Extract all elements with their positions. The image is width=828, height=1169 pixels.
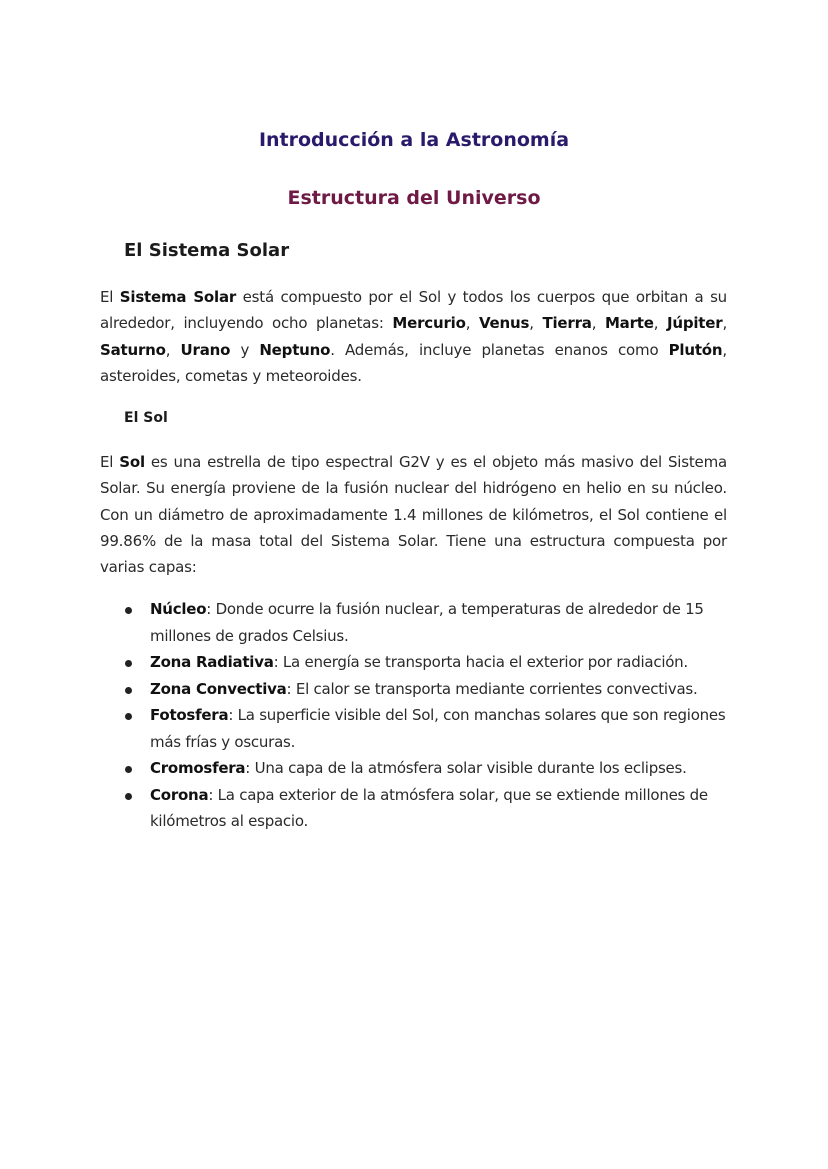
- text-run: ,: [653, 314, 667, 333]
- bullet-icon: [125, 607, 132, 614]
- text-run: El: [100, 453, 120, 471]
- text-run: ,: [165, 340, 181, 359]
- list-item: [120, 755, 730, 782]
- text-run: ,: [465, 314, 479, 333]
- list-item: [120, 649, 730, 676]
- layer-name: Núcleo: [150, 600, 207, 618]
- section-heading: El Sistema Solar: [124, 240, 290, 261]
- layer-description: : Una capa de la atmósfera solar visible durante los eclipses.: [245, 759, 687, 777]
- layer-name: Fotosfera: [150, 706, 229, 724]
- bullet-icon: [125, 793, 132, 800]
- text-run: y: [230, 340, 260, 359]
- text-run: , asteroides, cometas y meteoroides.: [100, 340, 727, 385]
- text-run: ,: [591, 314, 605, 333]
- text-run: ,: [529, 314, 543, 333]
- text-run: está compuesto por el Sol y todos los cuerpos que orbitan a su alrededor, incluyendo ocho planetas:: [100, 288, 727, 333]
- document-subtitle: Estructura del Universo: [287, 187, 541, 209]
- bold-term: Sistema Solar: [119, 288, 237, 306]
- layer-description: : Donde ocurre la fusión nuclear, a temperaturas de alrededor de 15 millones de grados Celsius.: [150, 600, 704, 645]
- sun-layers-list: [120, 596, 730, 835]
- subsection-heading: El Sol: [124, 410, 168, 426]
- section-paragraph: [100, 284, 727, 389]
- bullet-icon: [125, 713, 132, 720]
- text-run: es una estrella de tipo espectral G2V y es el objeto más masivo del Sistema Solar. Su energía proviene de la fusión nuclear del hidrógeno en helio en su núcleo. Con un diámetro de aproximadamente 1.4 millones de kilómetros, el Sol contiene el 99.86% de la masa total del Sistema Solar. Tiene una estructura compuesta por varias capas:: [100, 453, 727, 577]
- text-run: El: [100, 288, 120, 306]
- bold-term: Júpiter: [666, 314, 723, 333]
- layer-name: Corona: [150, 785, 209, 804]
- list-item: [120, 702, 730, 755]
- bullet-icon: [125, 766, 132, 773]
- list-item: [120, 596, 730, 649]
- layer-description: : La energía se transporta hacia el exterior por radiación.: [273, 653, 688, 671]
- layer-name: Zona Convectiva: [150, 679, 287, 698]
- subsection-paragraph: [100, 449, 727, 580]
- layer-description: : El calor se transporta mediante corrientes convectivas.: [286, 679, 698, 698]
- bold-term: Urano: [180, 340, 231, 359]
- bold-term: Sol: [119, 453, 145, 471]
- bold-term: Venus: [478, 314, 530, 333]
- text-run: ,: [722, 314, 728, 333]
- bold-term: Neptuno: [259, 340, 331, 359]
- bullet-icon: [125, 687, 132, 694]
- text-run: . Además, incluye planetas enanos como: [330, 340, 669, 359]
- bold-term: Saturno: [100, 340, 166, 359]
- layer-name: Cromosfera: [150, 759, 246, 777]
- bold-term: Marte: [604, 314, 654, 333]
- bold-term: Tierra: [542, 314, 592, 333]
- bold-term: Mercurio: [392, 314, 466, 333]
- layer-name: Zona Radiativa: [150, 653, 274, 671]
- layer-description: : La capa exterior de la atmósfera solar, que se extiende millones de kilómetros al espacio.: [150, 785, 708, 830]
- bullet-icon: [125, 660, 132, 667]
- bold-term: Plutón: [668, 340, 723, 359]
- list-item: [120, 782, 730, 835]
- list-item: [120, 676, 730, 703]
- document-title: Introducción a la Astronomía: [258, 129, 570, 151]
- layer-description: : La superficie visible del Sol, con manchas solares que son regiones más frías y oscuras.: [150, 706, 726, 751]
